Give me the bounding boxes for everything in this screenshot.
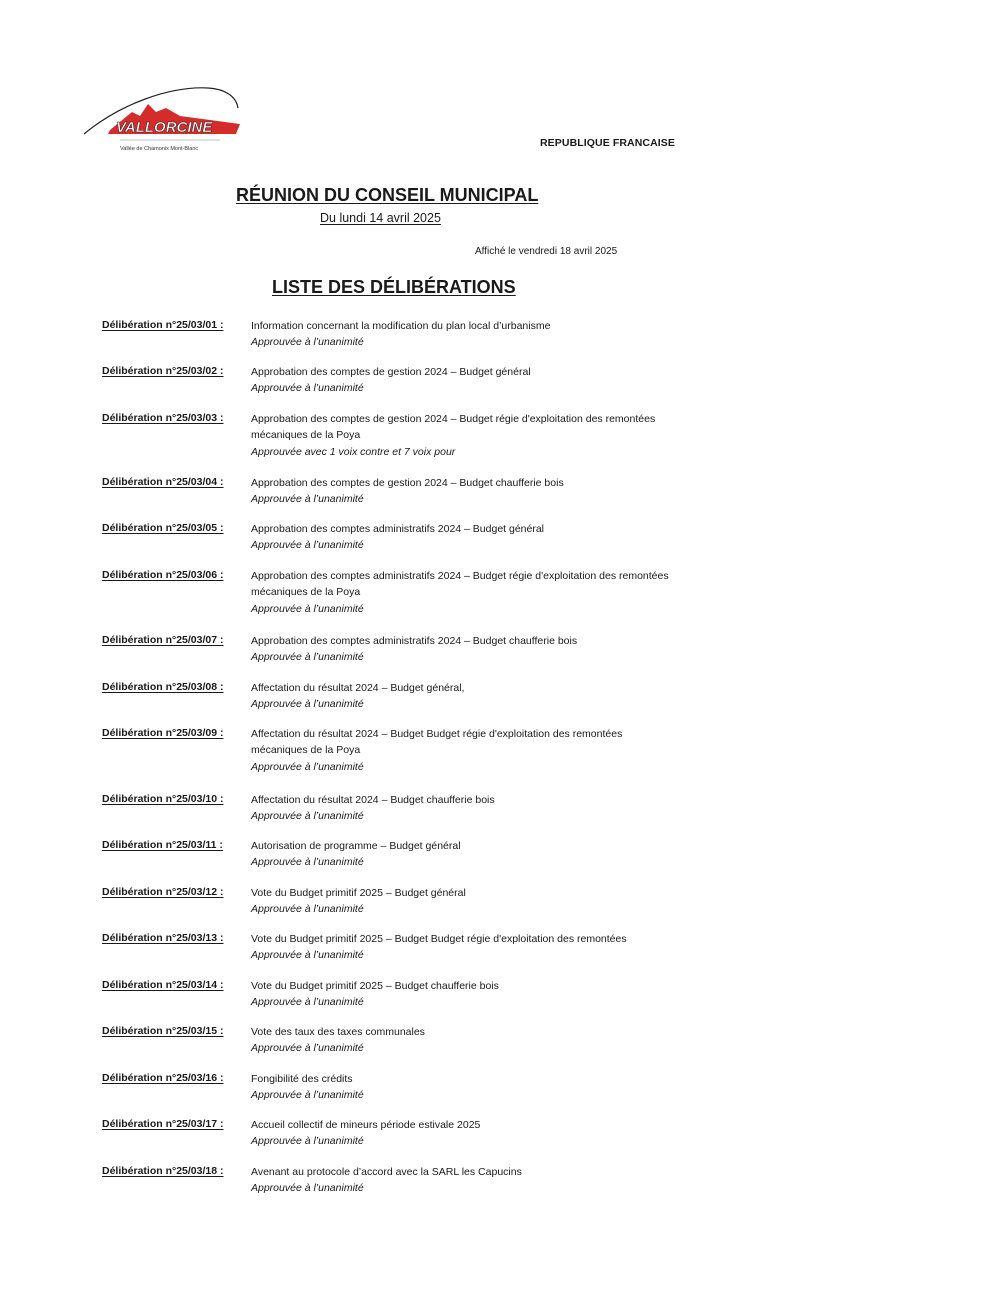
deliberation-vote: Approuvée à l’unanimité: [251, 761, 364, 773]
deliberation-number: Délibération n°25/03/03 :: [102, 412, 224, 424]
deliberation-title: Approbation des comptes de gestion 2024 – Budget chaufferie bois: [251, 477, 564, 489]
deliberation-number: Délibération n°25/03/02 :: [102, 365, 224, 377]
deliberation-number: Délibération n°25/03/12 :: [102, 886, 224, 898]
meeting-date: Du lundi 14 avril 2025: [320, 211, 441, 225]
deliberation-number: Délibération n°25/03/18 :: [102, 1165, 224, 1177]
page-title: RÉUNION DU CONSEIL MUNICIPAL: [236, 185, 539, 205]
deliberation-number: Délibération n°25/03/17 :: [102, 1118, 224, 1130]
deliberation-vote: Approuvée à l’unanimité: [251, 335, 364, 348]
deliberation-title: Vote du Budget primitif 2025 – Budget général: [251, 887, 466, 899]
deliberation-vote: Approuvée à l’unanimité: [251, 855, 364, 868]
deliberation-title: Approbation des comptes administratifs 2024 – Budget général: [251, 523, 545, 535]
posted-date: Affiché le vendredi 18 avril 2025: [475, 246, 618, 257]
deliberation-number: Délibération n°25/03/13 :: [102, 932, 224, 944]
logo-tagline: Vallée de Chamonix Mont-Blanc: [120, 146, 199, 152]
deliberation-title: Accueil collectif de mineurs période estivale 2025: [251, 1119, 481, 1131]
vallorcine-logo: [80, 82, 245, 157]
deliberation-number: Délibération n°25/03/01 :: [102, 319, 224, 331]
deliberation-title: Affectation du résultat 2024 – Budget Budget régie d'exploitation des remontées mécaniques de la Poya: [251, 728, 623, 756]
deliberation-number: Délibération n°25/03/16 :: [102, 1072, 224, 1084]
deliberation-number: Délibération n°25/03/11 :: [102, 839, 223, 851]
deliberation-number: Délibération n°25/03/04 :: [102, 476, 224, 488]
list-title: LISTE DES DÉLIBÉRATIONS: [272, 277, 516, 297]
deliberation-vote: Approuvée à l’unanimité: [251, 538, 364, 551]
deliberation-title: Vote des taux des taxes communales: [251, 1026, 425, 1038]
republique-francaise: REPUBLIQUE FRANCAISE: [540, 137, 676, 149]
deliberation-vote: Approuvée à l’unanimité: [251, 697, 364, 710]
deliberation-number: Délibération n°25/03/08 :: [102, 681, 224, 693]
deliberation-title: Approbation des comptes administratifs 2024 – Budget chaufferie bois: [251, 635, 578, 647]
deliberation-title: Approbation des comptes de gestion 2024 – Budget régie d'exploitation des remontées mécaniques de la Poya: [251, 413, 656, 441]
deliberation-vote: Approuvée à l’unanimité: [251, 948, 364, 961]
deliberation-number: Délibération n°25/03/15 :: [102, 1025, 224, 1037]
deliberation-number: Délibération n°25/03/05 :: [102, 522, 224, 534]
deliberation-vote: Approuvée à l’unanimité: [251, 1134, 364, 1147]
deliberation-vote: Approuvée à l’unanimité: [251, 1041, 364, 1054]
deliberation-title: Information concernant la modification du plan local d’urbanisme: [251, 320, 551, 332]
deliberation-vote: Approuvée à l’unanimité: [251, 902, 364, 915]
deliberation-title: Approbation des comptes administratifs 2024 – Budget régie d'exploitation des remontées mécaniques de la Poya: [251, 570, 669, 598]
deliberation-title: Vote du Budget primitif 2025 – Budget chaufferie bois: [251, 980, 499, 992]
deliberation-number: Délibération n°25/03/07 :: [102, 634, 224, 646]
deliberation-vote: Approuvée à l’unanimité: [251, 995, 364, 1008]
deliberation-vote: Approuvée à l’unanimité: [251, 492, 364, 505]
deliberation-title: Fongibilité des crédits: [251, 1073, 353, 1085]
deliberation-number: Délibération n°25/03/14 :: [102, 979, 224, 991]
deliberation-number: Délibération n°25/03/09 :: [102, 727, 224, 739]
deliberation-title: Autorisation de programme – Budget général: [251, 840, 461, 852]
deliberation-vote: Approuvée avec 1 voix contre et 7 voix pour: [251, 446, 456, 458]
deliberation-vote: Approuvée à l’unanimité: [251, 1088, 364, 1101]
deliberation-title: Avenant au protocole d’accord avec la SARL les Capucins: [251, 1166, 522, 1178]
deliberation-vote: Approuvée à l’unanimité: [251, 650, 364, 663]
deliberation-title: Approbation des comptes de gestion 2024 – Budget général: [251, 366, 531, 378]
deliberation-title: Vote du Budget primitif 2025 – Budget Budget régie d'exploitation des remontées: [251, 933, 627, 945]
deliberation-vote: Approuvée à l’unanimité: [251, 809, 364, 822]
deliberation-title: Affectation du résultat 2024 – Budget chaufferie bois: [251, 794, 495, 806]
deliberation-number: Délibération n°25/03/10 :: [102, 793, 224, 805]
deliberation-number: Délibération n°25/03/06 :: [102, 569, 224, 581]
deliberation-vote: Approuvée à l’unanimité: [251, 603, 364, 615]
deliberation-title: Affectation du résultat 2024 – Budget général,: [251, 682, 465, 694]
logo-wordmark: VALLORCINE: [116, 119, 213, 136]
deliberation-vote: Approuvée à l’unanimité: [251, 381, 364, 394]
deliberation-vote: Approuvée à l’unanimité: [251, 1181, 364, 1194]
